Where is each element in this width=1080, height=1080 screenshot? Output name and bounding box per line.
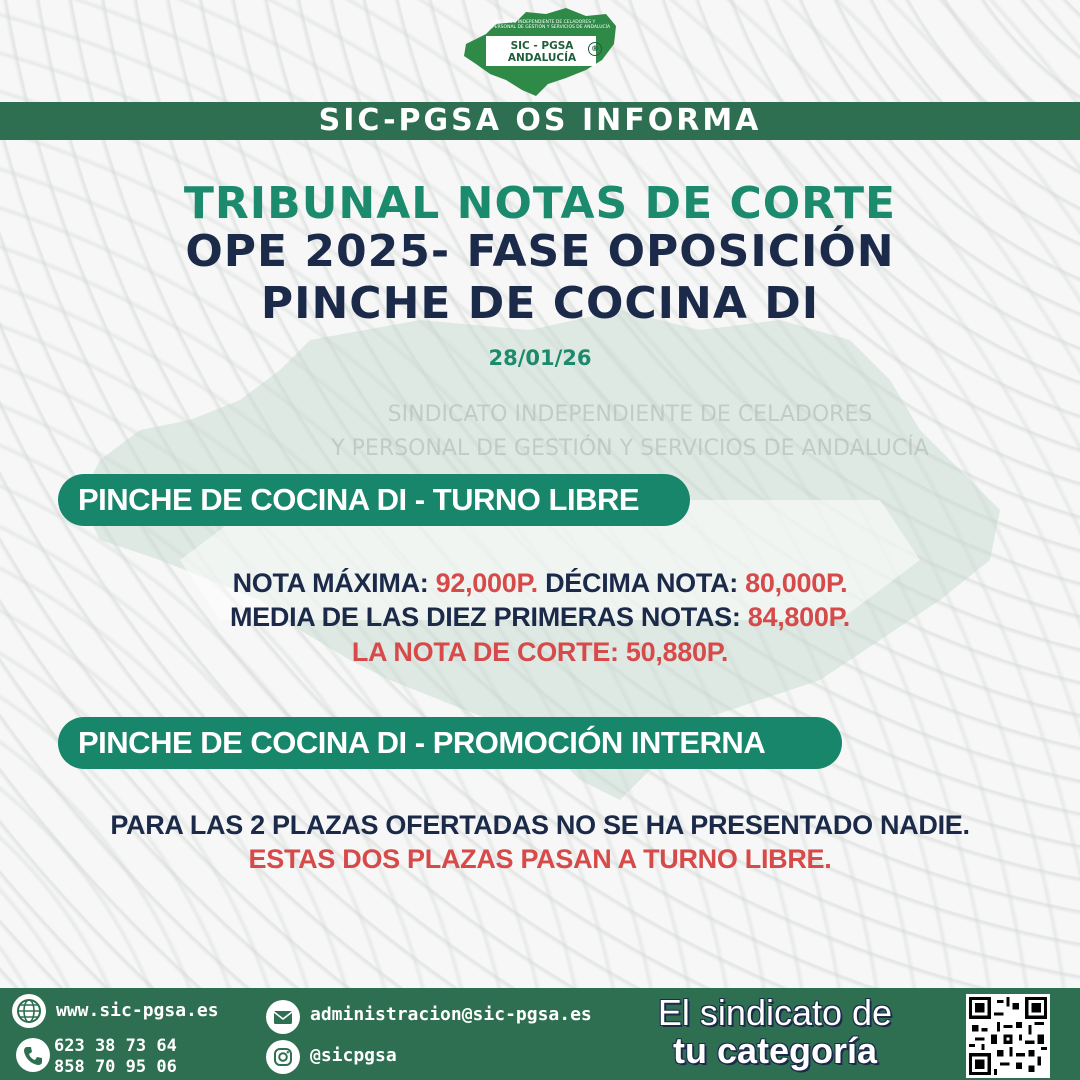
- email-link[interactable]: administracion@sic-pgsa.es: [310, 1004, 592, 1025]
- promocion-interna-notice: PARA LAS 2 PLAZAS OFERTADAS NO SE HA PRESENTADO NADIE.: [110, 810, 970, 840]
- phone-number-2[interactable]: 858 70 95 06: [54, 1057, 177, 1077]
- phone-number-1[interactable]: 623 38 73 64: [54, 1036, 177, 1056]
- instagram-handle[interactable]: @sicpgsa: [310, 1045, 397, 1066]
- website-link[interactable]: www.sic-pgsa.es: [56, 1000, 219, 1021]
- media-label: MEDIA DE LAS DIEZ PRIMERAS NOTAS:: [229, 602, 748, 632]
- tagline-line-2: tu categoría: [672, 1030, 878, 1071]
- decima-nota-label: DÉCIMA NOTA:: [537, 568, 746, 598]
- registered-mark: ®: [588, 42, 602, 56]
- qr-code[interactable]: [966, 994, 1050, 1078]
- section-title-turno-libre: PINCHE DE COCINA DI - TURNO LIBRE: [58, 474, 690, 526]
- heading-tribunal: TRIBUNAL NOTAS DE CORTE: [183, 178, 897, 229]
- nota-maxima-label: NOTA MÁXIMA:: [232, 568, 436, 598]
- logo-small-text: SINDICATO INDEPENDIENTE DE CELADORES Y PERSONAL DE GESTIÓN Y SERVICIOS DE ANDALUCÍA: [492, 20, 611, 30]
- publication-date: 28/01/26: [488, 346, 592, 370]
- globe-icon: [12, 994, 46, 1028]
- media-line: [0, 602, 1080, 633]
- info-banner: [0, 102, 1080, 140]
- heading-ope: OPE 2025- FASE OPOSICIÓN: [185, 226, 895, 277]
- decima-nota-value: 80,000P.: [745, 568, 848, 598]
- nota-de-corte: LA NOTA DE CORTE: 50,880P.: [351, 637, 729, 667]
- logo-line-2: ANDALUCÍA: [507, 52, 577, 64]
- tagline: [632, 994, 918, 1070]
- banner-title: SIC-PGSA OS INFORMA: [318, 103, 762, 138]
- tagline-line-1: El sindicato de: [657, 992, 893, 1033]
- media-value: 84,800P.: [747, 602, 851, 632]
- watermark-line-2: Y PERSONAL DE GESTIÓN Y SERVICIOS DE ANDALUCÍA: [331, 436, 929, 461]
- phone-icon: [16, 1038, 50, 1072]
- nota-maxima-value: 92,000P.: [435, 568, 538, 598]
- section-title-promocion-interna: PINCHE DE COCINA DI - PROMOCIÓN INTERNA: [58, 717, 842, 769]
- heading-category: PINCHE DE COCINA DI: [260, 278, 820, 329]
- logo-line-1: SIC - PGSA: [510, 40, 574, 52]
- mail-icon: [266, 1000, 300, 1034]
- logo-name: [496, 40, 588, 64]
- nota-maxima-line: [0, 568, 1080, 599]
- instagram-icon: [266, 1040, 300, 1074]
- watermark-line-1: SINDICATO INDEPENDIENTE DE CELADORES: [387, 402, 873, 427]
- promocion-interna-result: ESTAS DOS PLAZAS PASAN A TURNO LIBRE.: [248, 844, 832, 874]
